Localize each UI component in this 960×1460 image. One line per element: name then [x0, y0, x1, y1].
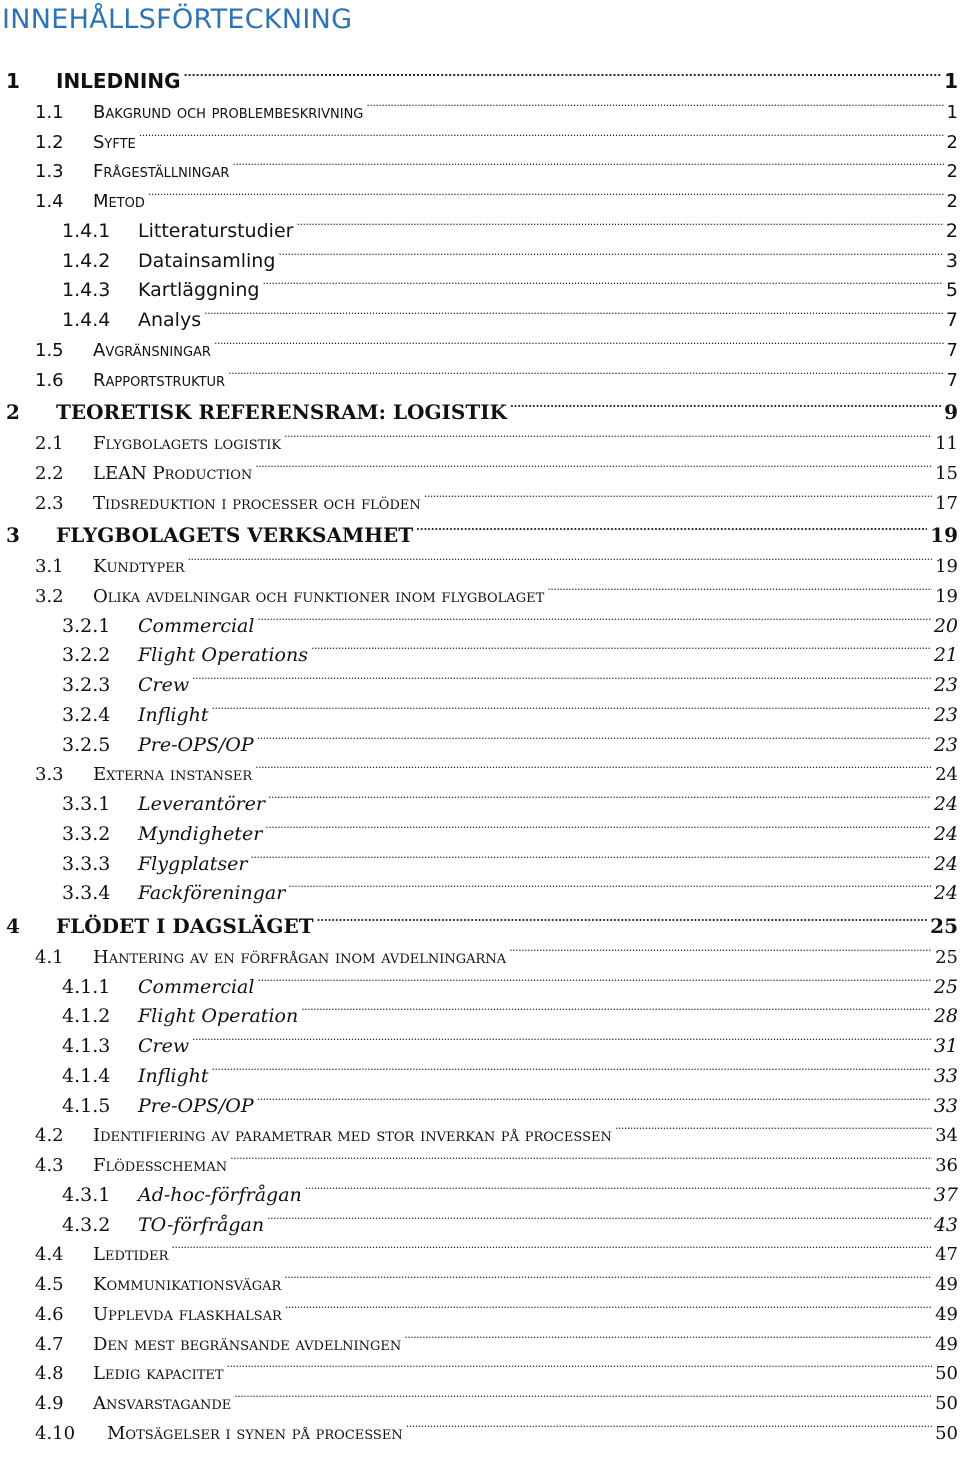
toc-entry-number: 3.2.5 — [62, 734, 111, 756]
toc-entry-number: 3.1 — [35, 556, 64, 577]
toc-entry-page: 7 — [946, 340, 958, 361]
dot-leader — [227, 1349, 933, 1379]
toc-entry-title: Ansvarstagande — [93, 1393, 232, 1414]
toc-entry[interactable] — [0, 1379, 958, 1414]
toc-entry-number: 2 — [6, 400, 20, 424]
toc-entry[interactable] — [0, 512, 958, 547]
toc-entry-title: Flödesscheman — [93, 1155, 228, 1176]
dot-leader — [232, 147, 943, 177]
toc-entry-page: 49 — [935, 1304, 958, 1325]
dot-leader — [212, 1052, 931, 1082]
toc-entry[interactable] — [0, 58, 958, 93]
toc-entry-number: 1.2 — [35, 132, 64, 153]
dot-leader — [366, 88, 943, 118]
toc-entry-page: 17 — [935, 493, 958, 514]
toc-entry-number: 4.1.3 — [62, 1035, 111, 1057]
toc-entry[interactable] — [0, 1201, 958, 1236]
toc-entry[interactable] — [0, 721, 958, 756]
dot-leader — [214, 326, 944, 356]
toc-entry-title: Kundtyper — [93, 556, 185, 577]
toc-entry-number: 1.3 — [35, 161, 64, 182]
toc-entry-page: 33 — [933, 1095, 958, 1117]
toc-entry[interactable] — [0, 1409, 958, 1444]
dot-leader — [255, 750, 932, 780]
toc-entry-page: 50 — [935, 1423, 958, 1444]
dot-leader — [257, 963, 930, 993]
dot-leader — [230, 1141, 932, 1171]
dot-leader — [192, 661, 931, 691]
toc-entry-number: 4.5 — [35, 1274, 64, 1295]
toc-entry-page: 49 — [935, 1274, 958, 1295]
toc-entry-number: 4.1.1 — [62, 976, 111, 998]
toc-entry-title: Avgränsningar — [93, 340, 211, 361]
toc-entry-page: 34 — [935, 1125, 958, 1146]
toc-entry[interactable] — [0, 572, 958, 607]
dot-leader — [285, 1290, 932, 1320]
toc-entry-number: 4.4 — [35, 1244, 64, 1265]
toc-entry-title: Den mest begränsande avdelningen — [93, 1334, 402, 1355]
toc-entry-title: Kommunikationsvägar — [93, 1274, 282, 1295]
toc-entry[interactable] — [0, 602, 958, 637]
toc-entry-number: 3.3.4 — [62, 882, 111, 904]
toc-entry-number: 1.4.3 — [62, 279, 111, 301]
toc-entry[interactable] — [0, 419, 958, 454]
toc-entry-number: 4.1.5 — [62, 1095, 111, 1117]
toc-entry-page: 7 — [945, 309, 958, 331]
dot-leader — [148, 177, 944, 207]
toc-entry-number: 3.2 — [35, 586, 64, 607]
dot-leader — [305, 1171, 931, 1201]
toc-entry-title: Fackföreningar — [138, 882, 286, 904]
toc-entry[interactable] — [0, 1349, 958, 1384]
toc-entry[interactable] — [0, 869, 958, 904]
toc-entry-page: 9 — [944, 400, 958, 424]
toc-entry[interactable] — [0, 661, 958, 696]
toc-entry[interactable] — [0, 1052, 958, 1087]
toc-entry-number: 3.2.2 — [62, 644, 111, 666]
toc-entry-title: Inflight — [138, 1065, 209, 1087]
toc-entry-title: Ad-hoc-förfrågan — [138, 1184, 302, 1206]
toc-entry-title: Flight Operation — [138, 1005, 299, 1027]
dot-leader — [228, 356, 943, 386]
dot-leader — [204, 296, 943, 326]
toc-entry[interactable] — [0, 449, 958, 484]
dot-leader — [257, 1082, 931, 1112]
toc-entry-page: 19 — [930, 523, 958, 547]
toc-entry[interactable] — [0, 1320, 958, 1355]
toc-entry[interactable] — [0, 963, 958, 998]
toc-entry-title: Kartläggning — [138, 279, 260, 301]
dot-leader — [615, 1111, 932, 1141]
dot-leader — [171, 1230, 932, 1260]
toc-entry-title: Myndigheter — [138, 823, 263, 845]
toc-entry-page: 37 — [933, 1184, 958, 1206]
toc-entry[interactable] — [0, 479, 958, 514]
dot-leader — [288, 869, 931, 899]
toc-entry-number: 4.7 — [35, 1334, 64, 1355]
toc-entry-number: 4.1 — [35, 947, 64, 968]
toc-entry-number: 2.1 — [35, 433, 64, 454]
dot-leader — [424, 479, 932, 509]
toc-entry[interactable] — [0, 903, 958, 938]
toc-entry-page: 5 — [945, 279, 958, 301]
toc-entry-page: 24 — [933, 882, 958, 904]
toc-entry[interactable] — [0, 1171, 958, 1206]
toc-entry[interactable] — [0, 147, 958, 182]
toc-entry-title: LEAN Production — [93, 463, 253, 484]
toc-entry-title: Flight Operations — [138, 644, 308, 666]
dot-leader — [250, 840, 930, 870]
toc-entry-page: 43 — [933, 1214, 958, 1236]
toc-entry[interactable] — [0, 542, 958, 577]
toc-entry-title: Commercial — [138, 615, 255, 637]
toc-entry-title: Tidsreduktion i processer och flöden — [93, 493, 421, 514]
toc-entry-number: 1.4.2 — [62, 250, 111, 272]
toc-entry-title: Hantering av en förfrågan inom avdelningarna — [93, 947, 507, 968]
toc-entry-page: 1 — [946, 102, 958, 123]
dot-leader — [263, 266, 943, 296]
toc-entry-title: Upplevda flaskhalsar — [93, 1304, 282, 1325]
toc-entry-title: Leverantörer — [138, 793, 265, 815]
toc-entry[interactable] — [0, 1230, 958, 1265]
toc-entry-page: 1 — [944, 69, 958, 93]
toc-entry-page: 49 — [935, 1334, 958, 1355]
toc-entry-page: 33 — [933, 1065, 958, 1087]
toc-entry[interactable] — [0, 691, 958, 726]
toc-entry-title: Flygplatser — [138, 853, 248, 875]
toc-entry-page: 23 — [933, 704, 958, 726]
toc-entry-number: 3 — [6, 523, 20, 547]
toc-entry-number: 3.3.1 — [62, 793, 111, 815]
dot-leader — [406, 1409, 932, 1439]
toc-entry[interactable] — [0, 296, 958, 331]
dot-leader — [267, 1201, 931, 1231]
toc-entry[interactable] — [0, 1141, 958, 1176]
dot-leader — [212, 691, 931, 721]
toc-entry-page: 2 — [946, 161, 958, 182]
toc-entry-title: Inflight — [138, 704, 209, 726]
toc-entry-number: 1.5 — [35, 340, 64, 361]
toc-entry-number: 2.3 — [35, 493, 64, 514]
dot-leader — [296, 207, 942, 237]
toc-entry-number: 3.3.3 — [62, 853, 111, 875]
toc-entry[interactable] — [0, 810, 958, 845]
toc-entry-title: Bakgrund och problembeskrivning — [93, 102, 364, 123]
toc-entry-number: 1 — [6, 69, 20, 93]
toc-entry-title: Ledig kapacitet — [93, 1363, 224, 1384]
toc-entry-title: TO-förfrågan — [138, 1214, 265, 1236]
dot-leader — [192, 1022, 931, 1052]
toc-entry-page: 3 — [945, 250, 958, 272]
dot-leader — [139, 118, 944, 148]
toc-entry-number: 3.2.3 — [62, 674, 111, 696]
toc-entry[interactable] — [0, 750, 958, 785]
toc-entry-number: 4.2 — [35, 1125, 64, 1146]
dot-leader — [278, 237, 943, 267]
toc-entry-page: 2 — [945, 220, 958, 242]
toc-entry-number: 4 — [6, 914, 20, 938]
toc-entry-number: 4.9 — [35, 1393, 64, 1414]
dot-leader — [311, 631, 931, 661]
toc-entry-title: Flygbolagets logistik — [93, 433, 282, 454]
toc-entry[interactable] — [0, 1111, 958, 1146]
toc-entry-title: Rapportstruktur — [93, 370, 226, 391]
toc-entry[interactable] — [0, 326, 958, 361]
toc-entry-number: 1.1 — [35, 102, 64, 123]
toc-entry-number: 4.1.2 — [62, 1005, 111, 1027]
toc-entry-page: 25 — [930, 914, 958, 938]
toc-entry-number: 3.2.4 — [62, 704, 111, 726]
toc-entry[interactable] — [0, 177, 958, 212]
toc-entry-number: 1.6 — [35, 370, 64, 391]
dot-leader — [257, 602, 930, 632]
toc-entry-number: 4.10 — [35, 1423, 76, 1444]
toc-entry-title: Identifiering av parametrar med stor inverkan på processen — [93, 1125, 612, 1146]
toc-entry-title: TEORETISK REFERENSRAM: LOGISTIK — [56, 400, 507, 424]
toc-entry-page: 19 — [935, 556, 958, 577]
toc-entry-title: INLEDNING — [56, 69, 181, 93]
toc-entry[interactable] — [0, 118, 958, 153]
toc-entry[interactable] — [0, 207, 958, 242]
toc-entry-page: 24 — [933, 793, 958, 815]
toc-entry[interactable] — [0, 1082, 958, 1117]
toc-entry-number: 1.4 — [35, 191, 64, 212]
toc-entry-number: 2.2 — [35, 463, 64, 484]
toc-entry-number: 4.3.1 — [62, 1184, 111, 1206]
dot-leader — [265, 810, 931, 840]
toc-entry-page: 2 — [946, 191, 958, 212]
dot-leader — [284, 419, 932, 449]
toc-entry-number: 4.8 — [35, 1363, 64, 1384]
toc-entry[interactable] — [0, 266, 958, 301]
toc-entry-title: Olika avdelningar och funktioner inom flygbolaget — [93, 586, 545, 607]
dot-leader — [284, 1260, 932, 1290]
toc-entry-title: Ledtider — [93, 1244, 169, 1265]
toc-entry-number: 4.1.4 — [62, 1065, 111, 1087]
toc-entry-page: 21 — [933, 644, 958, 666]
toc-entry-title: FLYGBOLAGETS VERKSAMHET — [56, 523, 414, 547]
dot-leader — [184, 58, 942, 88]
toc-entry-page: 11 — [935, 433, 958, 454]
toc-entry-page: 15 — [935, 463, 958, 484]
toc-entry[interactable] — [0, 933, 958, 968]
toc-entry[interactable] — [0, 389, 958, 424]
toc-entry-page: 23 — [933, 674, 958, 696]
dot-leader — [268, 780, 931, 810]
toc-entry[interactable] — [0, 992, 958, 1027]
dot-leader — [257, 721, 931, 751]
toc-entry-number: 4.3 — [35, 1155, 64, 1176]
toc-entry[interactable] — [0, 1290, 958, 1325]
toc-entry-title: FLÖDET I DAGSLÄGET — [56, 914, 314, 938]
toc-entry-title: Analys — [138, 309, 202, 331]
toc-entry[interactable] — [0, 1022, 958, 1057]
toc-entry[interactable] — [0, 1260, 958, 1295]
toc-entry-page: 24 — [933, 823, 958, 845]
toc-entry-title: Litteraturstudier — [138, 220, 294, 242]
toc-entry-number: 1.4.1 — [62, 220, 111, 242]
toc-entry-page: 24 — [935, 764, 958, 785]
toc-entry-page: 50 — [935, 1363, 958, 1384]
toc-entry[interactable] — [0, 356, 958, 391]
dot-leader — [255, 449, 932, 479]
toc-entry-title: Metod — [93, 191, 145, 212]
toc-entry-page: 50 — [935, 1393, 958, 1414]
page-title: INNEHÅLLSFÖRTECKNING — [2, 4, 353, 35]
toc-entry-title: Crew — [138, 1035, 190, 1057]
toc-entry-number: 3.2.1 — [62, 615, 111, 637]
dot-leader — [416, 512, 927, 542]
dot-leader — [187, 542, 932, 572]
toc-entry-page: 47 — [935, 1244, 958, 1265]
toc-entry-page: 2 — [946, 132, 958, 153]
toc-entry-page: 23 — [933, 734, 958, 756]
toc-entry-title: Pre-OPS/OP — [138, 1095, 254, 1117]
toc-entry-page: 36 — [935, 1155, 958, 1176]
toc-entry-title: Datainsamling — [138, 250, 276, 272]
toc-entry-page: 19 — [935, 586, 958, 607]
toc-entry-title: Syfte — [93, 132, 136, 153]
toc-entry[interactable] — [0, 780, 958, 815]
toc-entry-title: Crew — [138, 674, 190, 696]
dot-leader — [510, 389, 941, 419]
toc-entry[interactable] — [0, 88, 958, 123]
dot-leader — [547, 572, 932, 602]
toc-entry-number: 4.6 — [35, 1304, 64, 1325]
dot-leader — [301, 992, 931, 1022]
toc-entry[interactable] — [0, 237, 958, 272]
toc-entry-number: 1.4.4 — [62, 309, 111, 331]
toc-entry[interactable] — [0, 840, 958, 875]
toc-entry-title: Pre-OPS/OP — [138, 734, 254, 756]
toc-entry-page: 20 — [933, 615, 958, 637]
dot-leader — [234, 1379, 932, 1409]
toc-entry-page: 25 — [935, 947, 958, 968]
toc-entry-number: 4.3.2 — [62, 1214, 111, 1236]
dot-leader — [317, 903, 928, 933]
toc-entry-page: 24 — [933, 853, 958, 875]
toc-entry[interactable] — [0, 631, 958, 666]
toc-entry-title: Motsägelser i synen på processen — [107, 1423, 403, 1444]
toc-entry-number: 3.3.2 — [62, 823, 111, 845]
toc-entry-page: 7 — [946, 370, 958, 391]
toc-entry-title: Frågeställningar — [93, 161, 230, 182]
toc-entry-page: 25 — [933, 976, 958, 998]
dot-leader — [509, 933, 932, 963]
toc-entry-title: Externa instanser — [93, 764, 253, 785]
toc-entry-title: Commercial — [138, 976, 255, 998]
toc-entry-number: 3.3 — [35, 764, 64, 785]
toc-entry-page: 31 — [933, 1035, 958, 1057]
dot-leader — [404, 1320, 932, 1350]
toc-entry-page: 28 — [933, 1005, 958, 1027]
